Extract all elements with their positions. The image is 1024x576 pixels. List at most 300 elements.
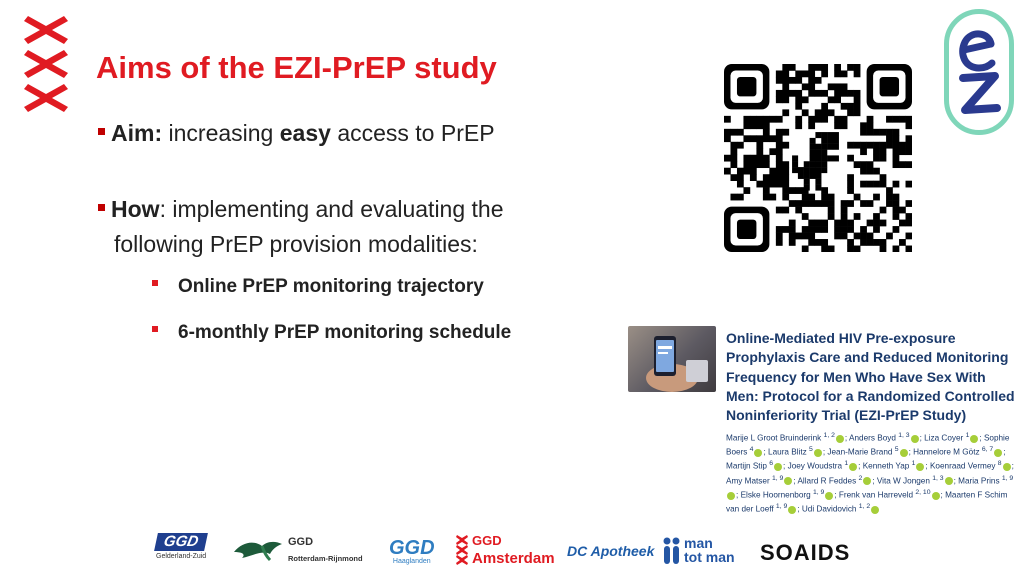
author-name[interactable]: Udi Davidovich [801,504,859,514]
qr-module [867,200,874,207]
dinosaur-icon [833,138,839,144]
orcid-icon[interactable] [1003,463,1011,471]
qr-module [867,181,874,188]
qr-module [795,207,802,214]
qr-module [841,70,848,77]
dc-apotheek-logo: DC Apotheek [567,543,655,559]
qr-module [873,220,880,227]
author-affiliation: 1, 9 [771,474,784,482]
qr-module [782,96,789,103]
author-name[interactable]: Marije L Groot Bruinderink [726,433,824,443]
ggd-mark: GGD [288,536,314,548]
qr-module [873,155,880,162]
qr-module [893,213,900,220]
dinosaur-icon [815,132,821,138]
qr-module [795,116,802,123]
qr-module [906,200,912,207]
qr-module [828,83,835,90]
qr-module [724,129,731,136]
qr-module [763,155,770,162]
qr-module [873,148,880,155]
qr-module [860,129,867,136]
author-separator: ; [925,462,930,472]
author-name[interactable]: Laura Blitz [768,447,810,457]
orcid-icon[interactable] [825,492,833,500]
qr-code-icon[interactable] [724,64,912,252]
dinosaur-icon [821,161,827,167]
qr-module [899,142,906,149]
author-name[interactable]: Martijn Stip [726,462,770,472]
author-affiliation: 2 [858,474,863,482]
qr-module [893,129,900,136]
author-separator: ; [822,447,828,457]
ggd-haaglanden-logo [389,538,435,565]
qr-module [841,90,848,97]
orcid-icon[interactable] [774,463,782,471]
author-name[interactable]: Kenneth Yap [862,462,912,472]
qr-module [808,90,815,97]
qr-module [886,233,893,240]
qr-module [834,122,841,129]
qr-module [769,181,776,188]
soaids-logo: SOAIDS [760,540,851,565]
orcid-icon[interactable] [900,449,908,457]
qr-module [893,246,900,252]
author-name[interactable]: Koenraad Vermey [929,462,998,472]
author-affiliation: 1, 3 [932,474,944,482]
qr-module [893,181,900,188]
qr-module [730,161,737,168]
qr-module [880,220,887,227]
qr-module [763,194,770,201]
qr-module [782,77,789,84]
qr-module [847,142,854,149]
dinosaur-icon [815,150,821,156]
orcid-icon[interactable] [784,477,792,485]
qr-module [802,200,809,207]
author-name[interactable]: Jean-Marie Brand [827,447,895,457]
orcid-icon[interactable] [727,492,735,500]
dinosaur-icon [815,173,821,179]
qr-module [776,135,783,142]
qr-module [886,116,893,123]
author-separator: ; [844,433,850,443]
qr-finder-pattern [737,77,756,96]
qr-module [737,174,744,181]
qr-module [828,109,835,116]
author-separator: ; [1011,462,1014,472]
author-name[interactable]: Maria Prins [958,476,1002,486]
dinosaur-icon [804,167,810,173]
dinosaur-icon [815,167,821,173]
orcid-icon[interactable] [871,506,879,514]
dinosaur-icon [810,173,816,179]
qr-module [880,155,887,162]
qr-module [893,226,900,233]
qr-module [756,116,763,123]
dinosaur-icon [815,179,821,185]
qr-module [821,116,828,123]
qr-module [821,226,828,233]
author-separator: ; [908,447,914,457]
ggd-mark: GGD [154,533,208,551]
dinosaur-icon [810,155,816,161]
qr-module [782,194,789,201]
qr-module [737,129,744,136]
qr-module [756,122,763,129]
dinosaur-icon [815,161,821,167]
orcid-icon[interactable] [932,492,940,500]
qr-module [743,168,750,175]
qr-module [776,116,783,123]
qr-module [860,181,867,188]
author-affiliation: 1 [844,460,849,468]
qr-module [763,174,770,181]
orcid-icon[interactable] [754,449,762,457]
dinosaur-icon [833,144,839,150]
qr-module [906,246,912,252]
qr-module [756,142,763,149]
people-icon [662,536,682,566]
qr-module [873,213,880,220]
qr-module [730,194,737,201]
qr-module [854,103,861,110]
author-affiliation: 2, 10 [915,488,931,496]
dinosaur-icon [821,150,827,156]
qr-module [808,226,815,233]
orcid-icon[interactable] [836,435,844,443]
qr-module [782,174,789,181]
qr-module [802,233,809,240]
author-name[interactable]: Hannelore M Götz [913,447,982,457]
qr-module [906,181,912,188]
qr-module [841,233,848,240]
qr-module [795,122,802,129]
qr-module [776,207,783,214]
qr-module [899,239,906,246]
qr-module [776,148,783,155]
sub-item-text: Online PrEP monitoring trajectory [178,276,484,297]
qr-module [815,226,822,233]
qr-finder-pattern [880,77,899,96]
qr-module [776,233,783,240]
qr-module [828,246,835,252]
dinosaur-icon [815,155,821,161]
qr-module [867,116,874,123]
qr-module [769,194,776,201]
author-name[interactable]: Allard R Feddes [797,476,859,486]
qr-module [750,174,757,181]
paper-title[interactable]: Online-Mediated HIV Pre-exposure Prophylaxis Care and Reduced Monitoring Frequency for Men Who Have Sex With Men: Protocol for a Randomized Controlled Noninferiority Trial (EZI-PrEP Study) [726,330,1015,424]
qr-module [769,116,776,123]
qr-module [815,239,822,246]
qr-module [893,194,900,201]
orcid-icon[interactable] [911,435,919,443]
qr-module [899,161,906,168]
dinosaur-icon [833,155,839,161]
qr-module [841,116,848,123]
qr-module [880,246,887,252]
qr-module [782,70,789,77]
qr-module [860,226,867,233]
qr-module [854,109,861,116]
orcid-icon[interactable] [970,435,978,443]
qr-module [867,239,874,246]
qr-module [782,207,789,214]
qr-module [750,168,757,175]
qr-module [756,181,763,188]
dinosaur-icon [792,161,798,167]
qr-module [750,155,757,162]
qr-module [821,239,828,246]
qr-module [802,213,809,220]
qr-module [860,148,867,155]
dinosaur-icon [798,173,804,179]
qr-module [776,96,783,103]
orcid-icon[interactable] [788,506,796,514]
qr-module [867,220,874,227]
qr-module [776,90,783,97]
ggd-caption: Amsterdam [472,550,555,567]
qr-module [873,168,880,175]
qr-module [854,70,861,77]
partner-logos [0,530,1024,576]
qr-module [841,83,848,90]
dinosaur-icon [792,167,798,173]
qr-module [815,200,822,207]
qr-module [873,226,880,233]
qr-module [808,77,815,84]
qr-module [776,174,783,181]
qr-module [808,220,815,227]
qr-module [795,103,802,110]
qr-module [828,200,835,207]
qr-module [782,187,789,194]
qr-module [815,77,822,84]
qr-module [867,122,874,129]
orcid-icon[interactable] [849,463,857,471]
qr-module [776,129,783,136]
qr-module [756,161,763,168]
qr-module [847,90,854,97]
orcid-icon[interactable] [863,477,871,485]
aim-text-pre: increasing [168,120,274,146]
qr-module [802,70,809,77]
bullet-marker [98,128,105,135]
qr-module [750,161,757,168]
qr-module [893,148,900,155]
dinosaur-icon [821,167,827,173]
qr-module [802,246,809,252]
qr-module [834,96,841,103]
author-affiliation: 1 [911,460,916,468]
sub-bullet-marker [152,280,158,286]
qr-module [808,64,815,71]
qr-module [821,200,828,207]
author-separator: ; [919,433,925,443]
qr-module [906,116,912,123]
qr-module [763,181,770,188]
qr-module [789,220,796,227]
orcid-icon[interactable] [916,463,924,471]
qr-module [893,161,900,168]
author-separator: ; [953,476,959,486]
author-name[interactable]: Elske Hoornenborg [740,490,813,500]
ggd-gelderland-zuid-logo [156,533,206,560]
qr-module [821,90,828,97]
ggd-mark: GGD [389,537,435,559]
orcid-icon[interactable] [814,449,822,457]
qr-module [834,116,841,123]
qr-module [763,122,770,129]
author-name[interactable]: Maarten F Schim van der Loeff [726,490,1008,514]
dinosaur-icon [827,155,833,161]
qr-module [854,213,861,220]
qr-module [776,77,783,84]
sub-item-online-monitoring [152,276,484,298]
author-affiliation: 1, 9 [812,488,825,496]
qr-module [782,168,789,175]
qr-module [834,83,841,90]
dinosaur-icon [804,161,810,167]
qr-module [834,90,841,97]
qr-module [886,135,893,142]
qr-module [906,161,912,168]
dinosaur-icon [815,144,821,150]
dinosaur-icon [821,144,827,150]
qr-module [841,220,848,227]
qr-module [782,129,789,136]
mtm-line1: man [684,535,713,551]
author-separator: ; [793,476,798,486]
author-name[interactable]: Joey Woudstra [787,462,845,472]
qr-module [782,90,789,97]
dinosaur-icon [810,150,816,156]
amsterdam-crosses [22,14,70,116]
ggd-caption: Haaglanden [392,558,431,565]
qr-module [724,155,731,162]
qr-module [854,142,861,149]
qr-module [782,161,789,168]
dinosaur-icon [827,138,833,144]
bullet-marker [98,204,105,211]
qr-module [769,135,776,142]
qr-module [854,233,861,240]
author-separator: ; [858,462,863,472]
qr-module [886,194,893,201]
qr-module [880,129,887,136]
qr-module [860,161,867,168]
amsterdam-cross-icon [22,82,70,114]
slide-title: Aims of the EZI-PrEP study [96,50,497,85]
qr-module [893,200,900,207]
qr-module [873,194,880,201]
qr-module [841,226,848,233]
qr-module [828,194,835,201]
qr-module [834,64,841,71]
author-name[interactable]: Anders Boyd [849,433,899,443]
qr-module [795,90,802,97]
qr-module [847,187,854,194]
qr-module [834,233,841,240]
ggd-mark: GGD [472,533,502,548]
author-name[interactable]: Sophie Boers [726,433,1010,457]
qr-module [899,220,906,227]
qr-module [880,207,887,214]
qr-module [880,239,887,246]
sub-bullet-marker [152,326,158,332]
qr-module [906,122,912,129]
qr-module [802,83,809,90]
author-affiliation: 1, 9 [1001,474,1014,482]
author-affiliation: 1, 9 [775,503,788,511]
qr-module [730,142,737,149]
qr-module [750,116,757,123]
dinosaur-icon [804,185,810,191]
author-name[interactable]: Liza Coyer [924,433,966,443]
sub-item-text: 6-monthly PrEP monitoring schedule [178,322,512,343]
author-separator: ; [736,490,741,500]
qr-module [763,187,770,194]
qr-module [776,226,783,233]
sub-item-6-monthly-schedule [152,322,511,344]
qr-module [769,174,776,181]
author-affiliation: 8 [997,460,1002,468]
qr-module [795,70,802,77]
qr-module [867,168,874,175]
qr-module [808,70,815,77]
author-name[interactable]: Vita W Jongen [876,476,933,486]
author-separator: ; [783,462,788,472]
qr-module [789,200,796,207]
amsterdam-cross-icon [456,534,468,566]
qr-module [782,142,789,149]
author-affiliation: 6, 7 [981,446,994,454]
qr-module [854,161,861,168]
qr-module [808,200,815,207]
qr-module [776,168,783,175]
qr-module [834,70,841,77]
orcid-icon[interactable] [994,449,1002,457]
qr-module [802,226,809,233]
qr-module [756,155,763,162]
qr-module [899,116,906,123]
qr-module [743,135,750,142]
qr-module [808,239,815,246]
qr-module [873,181,880,188]
qr-module [867,142,874,149]
dinosaur-icon [792,155,798,161]
qr-code-graphic [724,64,912,252]
qr-module [789,64,796,71]
qr-module [795,77,802,84]
mtm-line2: tot man [684,549,735,565]
author-name[interactable]: Frenk van Harreveld [838,490,916,500]
author-name[interactable]: Amy Matser [726,476,772,486]
ez-logo-icon [944,9,1014,135]
author-separator: ; [763,447,769,457]
qr-module [808,233,815,240]
bird-icon [232,536,286,564]
qr-module [847,226,854,233]
qr-module [776,70,783,77]
orcid-icon[interactable] [945,477,953,485]
qr-module [737,142,744,149]
qr-module [847,109,854,116]
dinosaur-icon [833,132,839,138]
qr-module [802,194,809,201]
author-affiliation: 1, 3 [898,432,910,439]
